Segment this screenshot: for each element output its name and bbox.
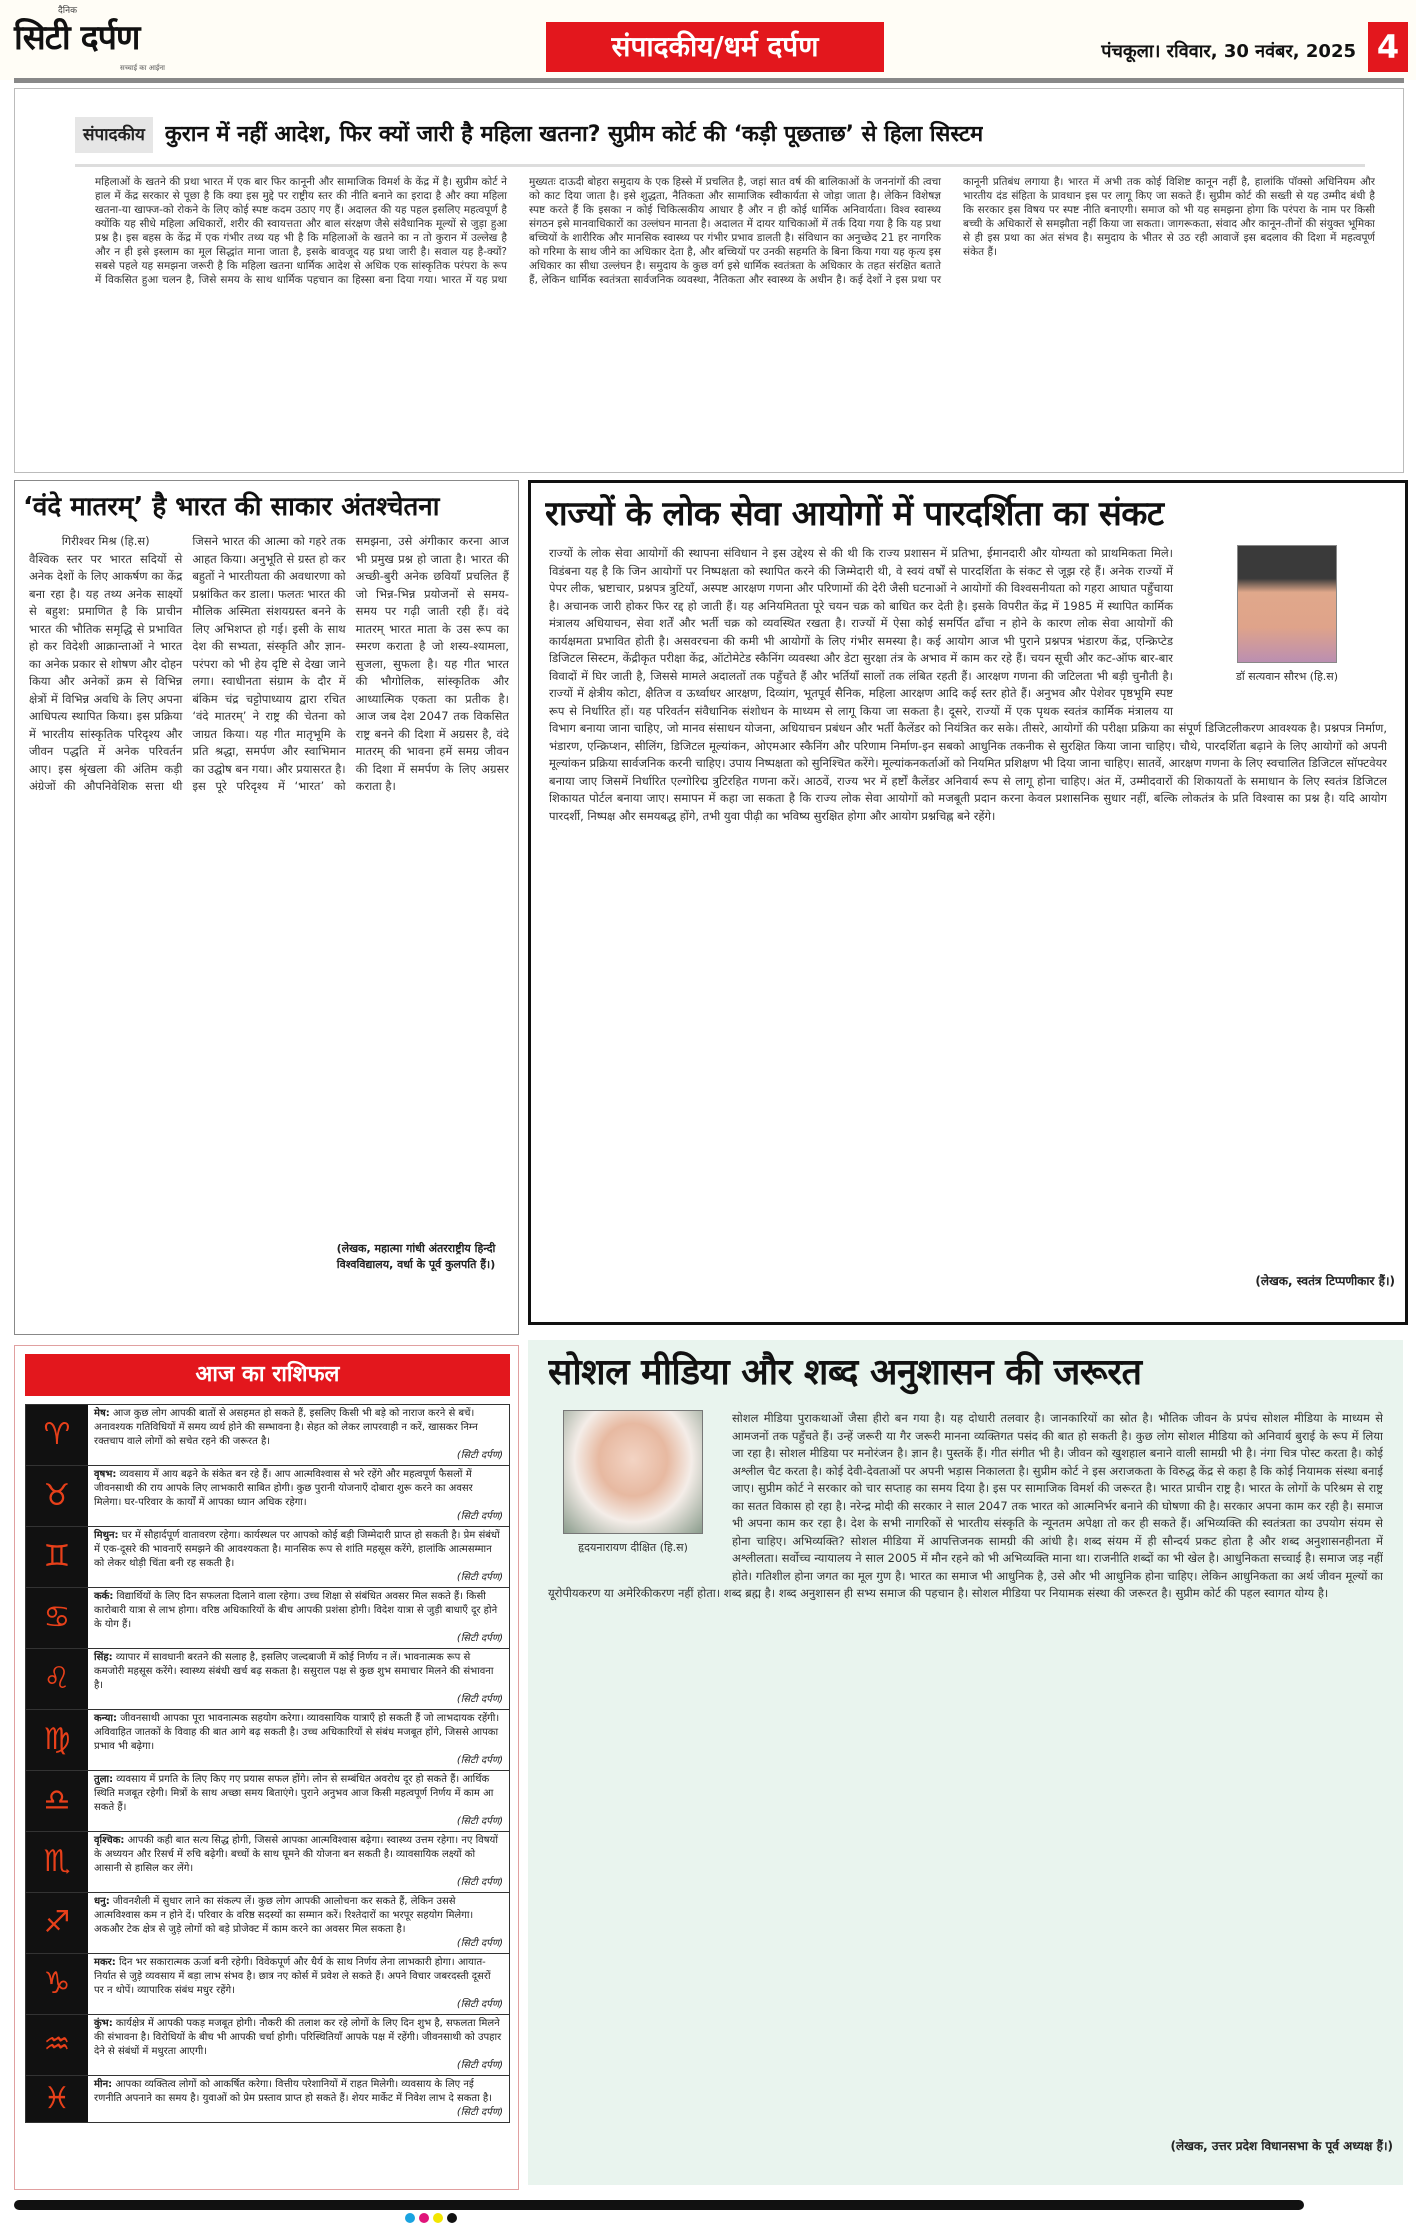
horoscope-item xyxy=(25,1893,510,1954)
source-tag: (सिटी दर्पण) xyxy=(456,2107,503,2118)
source-tag: (सिटी दर्पण) xyxy=(456,1450,503,1461)
editorial-body: महिलाओं के खतने की प्रथा भारत में एक बार फिर कानूनी और सामाजिक विमर्श के केंद्र में है। सुप्रीम कोर्ट ने हाल में केंद्र सरकार से पूछा है कि क्या इस मुद्दे पर राष्ट्रीय स्तर की नीति बनाने का इरादा है और क्या महिला खतना-या खाफ्ज-को रोकने के लिए कोई स्पष्ट कदम उठाए गए हैं। अदालत की यह पहल इसलिए महत्वपूर्ण है क्योंकि यह सीधे महिला अधिकारों, शरीर की स्वायत्तता और बाल संरक्षण जैसे संवैधानिक मूल्यों से जुड़ा हुआ प्रश्न है। इस बहस के केंद्र में एक गंभीर तथ्य यह भी है कि महिलाओं के खतने का न तो कुरान में उल्लेख है और न ही इसे इस्लाम का मूल सिद्धांत माना जाता है, इसके बावजूद यह प्रथा जारी है। सवाल यह है-क्यों? सबसे पहले यह समझना जरूरी है कि महिला खतना धार्मिक आदेश से अधिक एक सांस्कृतिक परंपरा के रूप में विकसित हुआ चलन है, जिसे समय के साथ धार्मिक पहचान का हिस्सा बना दिया गया। भारत में यह प्रथा मुख्यतः दाऊदी बोहरा समुदाय के एक हिस्से में प्रचलित है, जहां सात वर्ष की बालिकाओं के जननांगों की त्वचा को काट दिया जाता है। इसे शुद्धता, नैतिकता और सामाजिक स्वीकार्यता से जोड़ा जाता है। लेकिन विशेषज्ञ स्पष्ट करते हैं कि इसका न कोई चिकित्सकीय आधार है और न ही कोई धार्मिक अनिवार्यता। विश्व स्वास्थ्य संगठन इसे मानवाधिकारों का उल्लंघन मानता है। अदालत में दायर याचिकाओं में तर्क दिया गया है कि यह प्रथा बच्चियों के शारीरिक और मानसिक स्वास्थ्य पर गंभीर प्रभाव डालती है। संविधान का अनुच्छेद 21 हर नागरिक को गरिमा के साथ जीने का अधिकार देता है, और बच्चियों पर उनकी सहमति के बिना किया गया यह कृत्य इस अधिकार का सीधा उल्लंघन है। समुदाय के कुछ वर्ग इसे धार्मिक स्वतंत्रता के अधिकार के तहत संरक्षित बताते हैं, लेकिन धार्मिक स्वतंत्रता सार्वजनिक व्यवस्था, नैतिकता और स्वास्थ्य के अधीन है। कई देशों ने इस प्रथा पर कानूनी प्रतिबंध लगाया है। भारत में अभी तक कोई विशिष्ट कानून नहीं है, हालांकि पॉक्सो अधिनियम और भारतीय दंड संहिता के प्रावधान इस पर लागू किए जा सकते हैं। सुप्रीम कोर्ट की सख्ती से यह उम्मीद बंधी है कि सरकार इस विषय पर स्पष्ट नीति बनाएगी। समाज को भी यह समझना होगा कि परंपरा के नाम पर किसी बच्ची के अधिकारों से समझौता नहीं किया जा सकता। जागरूकता, संवाद और कानून-तीनों की संयुक्त भूमिका से ही इस प्रथा का अंत संभव है। समुदाय के भीतर से उठ रही आवाजें इस बदलाव की दिशा में महत्वपूर्ण संकेत हैं। xyxy=(95,176,1375,286)
capricorn-icon: ♑ xyxy=(26,1954,88,2014)
horoscope-item xyxy=(25,2076,510,2123)
sign-name: तुला: xyxy=(94,1774,114,1785)
horoscope-item xyxy=(25,1710,510,1771)
libra-icon: ♎ xyxy=(26,1771,88,1831)
source-tag: (सिटी दर्पण) xyxy=(456,1633,503,1644)
sign-name: मीन: xyxy=(94,2079,113,2090)
sign-name: मिथुन: xyxy=(94,1530,119,1541)
prediction: जीवनसाथी आपका पूरा भावनात्मक सहयोग करेगा। व्यावसायिक यात्राएँ हो सकती हैं जो लाभदायक रहेंगी। अविवाहित जातकों के विवाह की बात आगे बढ़ सकती है। उच्च अधिकारियों से संबंध मजबूत होंगे, जिससे आपका प्रभाव भी बढ़ेगा। xyxy=(94,1713,500,1752)
horoscope-item xyxy=(25,1832,510,1893)
sagittarius-icon: ♐ xyxy=(26,1893,88,1953)
cancer-icon: ♋ xyxy=(26,1588,88,1648)
sign-name: वृश्चिक: xyxy=(94,1835,125,1846)
psc-credit: (लेखक, स्वतंत्र टिप्पणीकार हैं।) xyxy=(1255,1274,1395,1288)
social-body: सोशल मीडिया पुराकथाओं जैसा हीरो बन गया है। यह दोधारी तलवार है। जानकारियों का स्रोत है। भौतिक जीवन के प्रपंच सोशल मीडिया के माध्यम से आमजनों तक पहुँचते हैं। उन्हें जरूरी या गैर जरूरी मानना व्यक्तिगत पसंद की बात हो सकती है। कुछ लोग सोशल मीडिया को अनिवार्य बुराई के रूप में लिया जा रहा है। सोशल मीडिया पर मनोरंजन है। ज्ञान है। पुस्तकें हैं। गीत संगीत भी है। जीवन को खुशहाल बनाने वाली सामग्री भी है। नंगा चित्र पोस्ट करता है। कोई अश्लील चैट करता है। कोई देवी-देवताओं पर अपनी भड़ास निकालता है। सुप्रीम कोर्ट ने इस अराजकता के विरुद्ध केंद्र से कहा है कि कोई नियामक संस्था बनाई जाए। सुप्रीम कोर्ट ने सरकार को चार सप्ताह का समय दिया है। इस पर सामाजिक विमर्श की जरूरत है। भारत प्राचीन राष्ट्र है। भारत के लोगों के परिश्रम से राष्ट्र का सतत विकास हो रहा है। नरेन्द्र मोदी की सरकार ने साल 2047 तक भारत को आत्मनिर्भर बनाने की घोषणा की है। सरकार अपना काम कर रही है। समाज भी अपना काम कर रहा है। देश के सभी नागरिकों से भारतीय संस्कृति के न्यूनतम अपेक्षा तो कर ही सकते हैं। अभिव्यक्ति की स्वतंत्रता का उपयोग संयम से होना चाहिए। अभिव्यक्ति? सोशल मीडिया में आपत्तिजनक सामग्री की आंधी है। शब्द संयम में ही सौन्दर्य प्रकट होता है और शब्द अनुशासनहीनता में अश्लीलता। सर्वोच्च न्यायालय ने साल 2005 में मौन रहने को भी अभिव्यक्ति माना था। राजनीति शब्दों का भी खेल है। आधुनिकता सच्चाई है। समाज जड़ नहीं होते। गतिशील होना जगत का मूल गुण है। भारत का समाज भी आधुनिक है, उसे और भी आधुनिक होना चाहिए। लेकिन आधुनिकता का अर्थ जीवन मूल्यों का यूरोपीयकरण या अमेरिकीकरण नहीं होता। शब्द ब्रह्म है। शब्द अनुशासन ही सभ्य समाज की पहचान है। सोशल मीडिया पर नियामक संस्था की जरूरत है। सुप्रीम कोर्ट की पहल स्वागत योग्य है। xyxy=(548,1411,1383,1600)
psc-photo-caption: डॉ सत्यवान सौरभ (हि.स) xyxy=(1235,670,1339,683)
section-banner: संपादकीय/धर्म दर्पण xyxy=(546,22,884,72)
horoscope-item xyxy=(25,1588,510,1649)
sign-name: कन्या: xyxy=(94,1713,118,1724)
source-tag: (सिटी दर्पण) xyxy=(456,1816,503,1827)
prediction: व्यापार में सावधानी बरतने की सलाह है, इसलिए जल्दबाजी में कोई निर्णय न लें। भावनात्मक रूप से कमजोरी महसूस करेंगे। स्वास्थ्य संबंधी खर्च बढ़ सकता है। ससुराल पक्ष से कुछ शुभ समाचार मिलने की संभावना है। xyxy=(94,1652,494,1691)
masthead xyxy=(0,0,1416,80)
logo-prefix: दैनिक xyxy=(58,6,78,16)
page-number: 4 xyxy=(1368,22,1408,72)
dateline: पंचकूला। रविवार, 30 नवंबर, 2025 xyxy=(1101,41,1356,62)
source-tag: (सिटी दर्पण) xyxy=(456,1877,503,1888)
social-photo-figure xyxy=(548,1410,718,1570)
prediction: आपकी कही बात सत्य सिद्ध होगी, जिससे आपका आत्मविश्वास बढ़ेगा। स्वास्थ्य उत्तम रहेगा। नए विषयों के अध्ययन और रिसर्च में रुचि बढ़ेगी। बच्चों के साथ घूमने की योजना बन सकती है। व्यावसायिक लक्ष्यों को आसानी से हासिल कर लेंगे। xyxy=(94,1835,498,1874)
social-headline: सोशल मीडिया और शब्द अनुशासन की जरूरत xyxy=(548,1352,1142,1393)
headline-rule xyxy=(75,164,1365,167)
source-tag: (सिटी दर्पण) xyxy=(456,1999,503,2010)
source-tag: (सिटी दर्पण) xyxy=(456,1511,503,1522)
prediction: घर में सौहार्दपूर्ण वातावरण रहेगा। कार्यस्थल पर आपको कोई बड़ी जिम्मेदारी प्राप्त हो सकती है। प्रेम संबंधों में एक-दूसरे की भावनाएँ समझने की आवश्यकता है। मानसिक रूप से शांति महसूस करेंगे, हालांकि आत्मसम्मान को लेकर थोड़ी चिंता बनी रह सकती है। xyxy=(94,1530,500,1569)
horoscope-heading: आज का राशिफल xyxy=(25,1354,510,1396)
taurus-icon: ♉ xyxy=(26,1466,88,1526)
horoscope-text xyxy=(88,2015,509,2075)
horoscope-text xyxy=(88,1649,509,1709)
horoscope-text xyxy=(88,1710,509,1770)
sign-name: कुंभ: xyxy=(94,2018,113,2029)
sign-name: सिंह: xyxy=(94,1652,113,1663)
vande-mataram-article xyxy=(14,480,519,1335)
leo-icon: ♌ xyxy=(26,1649,88,1709)
horoscope-item xyxy=(25,1771,510,1832)
social-photo-caption: हृदयनारायण दीक्षित (हि.स) xyxy=(578,1541,688,1554)
vande-author: गिरीश्वर मिश्र (हि.स) xyxy=(61,534,150,548)
registration-dot xyxy=(447,2213,457,2223)
horoscope-text xyxy=(88,2076,509,2122)
prediction: आज कुछ लोग आपकी बातों से असहमत हो सकते हैं, इसलिए किसी भी बड़े को नाराज करने से बचें। अनावश्यक गतिविधियों में समय व्यर्थ होने की सम्भावना है। सेहत को लेकर लापरवाही न करें, खासकर निम्न रक्तचाप वाले लोगों को सचेत रहने की जरूरत है। xyxy=(94,1408,478,1447)
registration-dot xyxy=(405,2213,415,2223)
vande-headline: ‘वंदे मातरम्’ है भारत की साकार अंतश्चेतना xyxy=(23,492,440,522)
psc-body-area xyxy=(549,545,1387,1265)
source-tag: (सिटी दर्पण) xyxy=(456,1694,503,1705)
prediction: विद्यार्थियों के लिए दिन सफलता दिलाने वाला रहेगा। उच्च शिक्षा से संबंधित अवसर मिल सकते हैं। किसी कारोबारी यात्रा से लाभ होगा। वरिष्ठ अधिकारियों के बीच आपकी प्रशंसा होगी। विदेश यात्रा से जुड़ी बाधाएँ दूर होने के योग हैं। xyxy=(94,1591,498,1630)
psc-photo-figure xyxy=(1187,545,1387,695)
aries-icon: ♈ xyxy=(26,1405,88,1465)
gemini-icon: ♊ xyxy=(26,1527,88,1587)
horoscope-item xyxy=(25,1404,510,1466)
horoscope-section xyxy=(14,1345,519,2190)
source-tag: (सिटी दर्पण) xyxy=(456,1755,503,1766)
prediction: कार्यक्षेत्र में आपकी पकड़ मजबूत होगी। नौकरी की तलाश कर रहे लोगों के लिए दिन शुभ है, सफलता मिलने की संभावना है। विरोधियों के बीच भी आपकी चर्चा होगी। परिस्थितियाँ आपके पक्ष में रहेंगी। जीवनसाथी को उपहार देने से संबंधों में मधुरता आएगी। xyxy=(94,2018,502,2057)
editorial-headline: कुरान में नहीं आदेश, फिर क्यों जारी है महिला खतना? सुप्रीम कोर्ट की ‘कड़ी पूछताछ’ से हिला सिस्टम xyxy=(164,122,984,147)
horoscope-text xyxy=(88,1893,509,1953)
aquarius-icon: ♒ xyxy=(26,2015,88,2075)
psc-headline: राज्यों के लोक सेवा आयोगों में पारदर्शिता का संकट xyxy=(545,494,1164,534)
horoscope-item xyxy=(25,1527,510,1588)
horoscope-text xyxy=(88,1527,509,1587)
editorial-header xyxy=(75,117,1375,153)
horoscope-item xyxy=(25,1649,510,1710)
horoscope-item xyxy=(25,1954,510,2015)
horoscope-text xyxy=(88,1466,509,1526)
prediction: व्यवसाय में प्रगति के लिए किए गए प्रयास सफल होंगे। लोन से सम्बंधित अवरोध दूर हो सकते हैं। आर्थिक स्थिति मजबूत रहेगी। मित्रों के साथ अच्छा समय बिताएंगे। पुराने अनुभव आज किसी महत्वपूर्ण निर्णय में काम आ सकते हैं। xyxy=(94,1774,494,1813)
horoscope-text xyxy=(88,1405,509,1465)
social-media-article xyxy=(528,1340,1403,2185)
sign-name: मेष: xyxy=(94,1408,110,1419)
prediction: जीवनशैली में सुधार लाने का संकल्प लें। कुछ लोग आपकी आलोचना कर सकते हैं, लेकिन उससे आत्मविश्वास कम न होने दें। परिवार के वरिष्ठ सदस्यों का सम्मान करें। रिश्तेदारों का भरपूर सहयोग मिलेगा। अकऔर टेक क्षेत्र से जुड़े लोगों को बड़े प्रोजेक्ट में काम करने का अवसर मिल सकता है। xyxy=(94,1896,474,1935)
footer-registration-bar xyxy=(14,2200,1304,2210)
prediction: दिन भर सकारात्मक ऊर्जा बनी रहेगी। विवेकपूर्ण और धैर्य के साथ निर्णय लेना लाभकारी होगा। आयात-निर्यात से जुड़े व्यवसाय में बड़ा लाभ संभव है। छात्र नए कोर्स में प्रवेश ले सकते हैं। अपने विचार जबरदस्ती दूसरों पर न थोपें। व्यापारिक संबंध मधुर रहेंगे। xyxy=(94,1957,491,1996)
prediction: आपका व्यक्तित्व लोगों को आकर्षित करेगा। वित्तीय परेशानियों में राहत मिलेगी। व्यवसाय के लिए नई रणनीति अपनाने का समय है। युवाओं को प्रेम प्रस्ताव प्राप्त हो सकते हैं। शेयर मार्केट में निवेश लाभ दे सकता है। xyxy=(94,2079,492,2104)
horoscope-text xyxy=(88,1588,509,1648)
masthead-rule xyxy=(14,78,1404,83)
sign-name: मकर: xyxy=(94,1957,116,1968)
horoscope-text xyxy=(88,1954,509,2014)
sign-name: कर्क: xyxy=(94,1591,114,1602)
prediction: व्यवसाय में आय बढ़ने के संकेत बन रहे हैं। आप आत्मविश्वास से भरे रहेंगे और महत्वपूर्ण फैसलों में जीवनसाथी की राय आपके लिए लाभकारी साबित होगी। कुछ पुरानी योजनाएँ दोबारा शुरू करने का अवसर मिलेगा। घर-परिवार के कार्यों में आपका ध्यान अधिक रहेगा। xyxy=(94,1469,473,1508)
vande-body xyxy=(29,533,509,1223)
sign-name: वृषभ: xyxy=(94,1469,117,1480)
vande-credit: (लेखक, महात्मा गांधी अंतरराष्ट्रीय हिन्दी विश्वविद्यालय, वर्धा के पूर्व कुलपति हैं।) xyxy=(336,1242,496,1271)
registration-dot xyxy=(419,2213,429,2223)
cmyk-registration-marks xyxy=(405,2213,457,2223)
vande-text: वैश्विक स्तर पर भारत सदियों से अनेक देशों के लिए आकर्षण का केंद्र बना रहा है। यह तथ्य अनेक साक्ष्यों से बहुश: प्रमाणित है कि प्राचीन भारत की भौतिक समृद्धि से प्रभावित हो कर विदेशी आक्रान्ताओं ने भारत का अनेक प्रकार से शोषण और दोहन किया और अनेकों क्रम से विभिन्न क्षेत्रों में विभिन्न अवधि के लिए अपना आधिपत्य स्थापित किया। इस प्रक्रिया में भारतीय सांस्कृतिक परिदृश्य और जीवन पद्धति में अनेक परिवर्तन आए। इस श्रृंखला की अंतिम कड़ी अंग्रेजों की औपनिवेशिक सत्ता थी जिसने भारत की आत्मा को गहरे तक आहत किया। अनुभूति से ग्रस्त हो कर बहुतों ने भारतीयता की अवधारणा को प्रश्नांकित कर डाला। फलतः भारत की मौलिक अस्मिता संशयग्रस्त बनने के लिए अभिशप्त हो गई। इसी के साथ देश की सभ्यता, संस्कृति और ज्ञान-परंपरा को भी हेय दृष्टि से देखा जाने लगा। स्वाधीनता संग्राम के दौर में बंकिम चंद्र चट्टोपाध्याय द्वारा रचित ‘वंदे मातरम्’ ने राष्ट्र की चेतना को जाग्रत किया। यह गीत मातृभूमि के प्रति श्रद्धा, समर्पण और स्वाभिमान का उद्घोष बन गया। और प्रयासरत है। इस पूरे परिदृश्य में ‘भारत’ को समझना, उसे अंगीकार करना आज भी प्रमुख प्रश्न हो जाता है। भारत की अच्छी-बुरी अनेक छवियाँ प्रचलित हैं जो भिन्न-भिन्न प्रयोजनों से समय-समय पर गढ़ी जाती रही हैं। वंदे मातरम् भारत माता के उस रूप का स्मरण कराता है जो शस्य-श्यामला, सुजला, सुफला है। यह गीत भारत की भौगोलिक, सांस्कृतिक और आध्यात्मिक एकता का प्रतीक है। आज जब देश 2047 तक विकसित राष्ट्र बनने की दिशा में अग्रसर है, वंदे मातरम् की भावना हमें समग्र जीवन की दिशा में समर्पण के लिए अग्रसर कराता है। xyxy=(29,534,509,793)
horoscope-text xyxy=(88,1832,509,1892)
newspaper-logo: सिटी दर्पण xyxy=(14,18,140,58)
pisces-icon: ♓ xyxy=(26,2076,88,2122)
author-photo-dixit xyxy=(563,1410,703,1534)
source-tag: (सिटी दर्पण) xyxy=(456,2060,503,2071)
social-body-area xyxy=(548,1410,1383,2130)
registration-dot xyxy=(433,2213,443,2223)
horoscope-item xyxy=(25,2015,510,2076)
social-credit: (लेखक, उत्तर प्रदेश विधानसभा के पूर्व अध्यक्ष हैं।) xyxy=(1170,2139,1393,2153)
horoscope-text xyxy=(88,1771,509,1831)
scorpio-icon: ♏ xyxy=(26,1832,88,1892)
horoscope-list xyxy=(25,1404,510,2123)
editorial-article xyxy=(14,88,1404,473)
logo-tagline: सच्चाई का आईना xyxy=(120,64,165,72)
virgo-icon: ♍ xyxy=(26,1710,88,1770)
psc-body: राज्यों के लोक सेवा आयोगों की स्थापना संविधान ने इस उद्देश्य से की थी कि राज्य प्रशासन में प्रतिभा, ईमानदारी और योग्यता को प्राथमिकता मिले। विडंबना यह है कि जिन आयोगों पर निष्पक्षता को स्थापित करने की जिम्मेदारी थी, वे स्वयं वर्षों से पारदर्शिता के संकट से जूझ रहे हैं। अनेक राज्यों में पेपर लीक, भ्रष्टाचार, प्रश्नपत्र त्रुटियाँ, अस्पष्ट आरक्षण गणना और परिणामों की देरी जैसी घटनाओं ने आयोगों की विश्वसनीयता को गहरा आघात पहुँचाया है। अचानक जारी होकर फिर रद्द हो जाती हैं। यह अनियमितता पूरे चयन चक्र को बाधित कर देती है। इसके विपरीत केंद्र में 1985 में स्थापित कार्मिक मंत्रालय अधियाचन, सेवा शर्तें और भर्ती चक्र को व्यवस्थित रखता है। राज्यों में ऐसा कोई समर्पित ढाँचा न होने के कारण लोक सेवा आयोगों की कार्यक्षमता प्रभावित होती है। असवरचना की कमी भी आयोगों के लिए गंभीर समस्या है। कई आयोग आज भी पुराने प्रश्नपत्र भंडारण केंद्र, एन्क्रिप्टेड डिजिटल सिस्टम, केंद्रीकृत परीक्षा केंद्र, ऑटोमेटेड स्कैनिंग व्यवस्था और डेटा सुरक्षा तंत्र के अभाव में काम कर रहे हैं। चयन सूची और कट-ऑफ बार-बार विवादों में घिर जाती है, जिससे मामले अदालतों तक पहुँचते हैं और भर्तियाँ सालों तक लंबित रहती हैं। आरक्षण गणना की जटिलता भी बड़ी चुनौती है। राज्यों में क्षेत्रीय कोटा, क्षैतिज व ऊर्ध्वाधर आरक्षण, दिव्यांग, भूतपूर्व सैनिक, महिला आरक्षण आदि कई स्तर होते हैं। अनुभव और पेशेवर पृष्ठभूमि स्पष्ट रूप से निर्धारित हों। यह परिवर्तन संवैधानिक संशोधन के माध्यम से लागू किया जा सकता है। दूसरे, राज्यों में एक पृथक स्वतंत्र कार्मिक मंत्रालय या विभाग बनाया जाना चाहिए, जो मानव संसाधन योजना, अधियाचन प्रबंधन और भर्ती कैलेंडर को नियंत्रित कर सके। तीसरे, आयोगों की परीक्षा प्रक्रिया का संपूर्ण डिजिटलीकरण आवश्यक है। प्रश्नपत्र निर्माण, भंडारण, एन्क्रिप्शन, सीलिंग, डिजिटल मूल्यांकन, ओएमआर स्कैनिंग और परिणाम निर्माण-इन सबको आधुनिक तकनीक से सुरक्षित किया जाना चाहिए। चौथे, पारदर्शिता बढ़ाने के लिए आयोगों को अपनी मूल्यांकन प्रक्रिया सार्वजनिक करनी चाहिए। उपाय निष्पक्षता को सुनिश्चित करेंगे। मूल्यांकनकर्ताओं को नियमित प्रशिक्षण भी दिया जाना चाहिए। सातवें, आरक्षण गणना के लिए स्वचालित डिजिटल सॉफ्टवेयर बनाया जाए जिसमें निर्धारित एल्गोरिद्म त्रुटिरहित गणना करें। आठवें, राज्य भर में हर्ष्टों कैलेंडर अनिवार्य रूप से लागू होना चाहिए। अंत में, उम्मीदवारों की शिकायतों के समाधान के लिए स्वतंत्र डिजिटल शिकायत पोर्टल बनाया जाए। समापन में कहा जा सकता है कि राज्य लोक सेवा आयोगों को मजबूती प्रदान करना केवल प्रशासनिक सुधार नहीं, बल्कि लोकतंत्र के प्रति विश्वास का प्रश्न है। यदि आयोग पारदर्शी, निष्पक्ष और समयबद्ध होंगे, तभी युवा पीढ़ी का भविष्य सुरक्षित होगा और आयोग प्रश्नचिह्न बने रहेंगे। xyxy=(549,546,1387,823)
horoscope-item xyxy=(25,1466,510,1527)
sign-name: धनु: xyxy=(94,1896,110,1907)
author-photo-saurabh xyxy=(1237,545,1337,663)
editorial-tag: संपादकीय xyxy=(75,117,153,153)
source-tag: (सिटी दर्पण) xyxy=(456,1938,503,1949)
source-tag: (सिटी दर्पण) xyxy=(456,1572,503,1583)
psc-article xyxy=(528,480,1408,1325)
